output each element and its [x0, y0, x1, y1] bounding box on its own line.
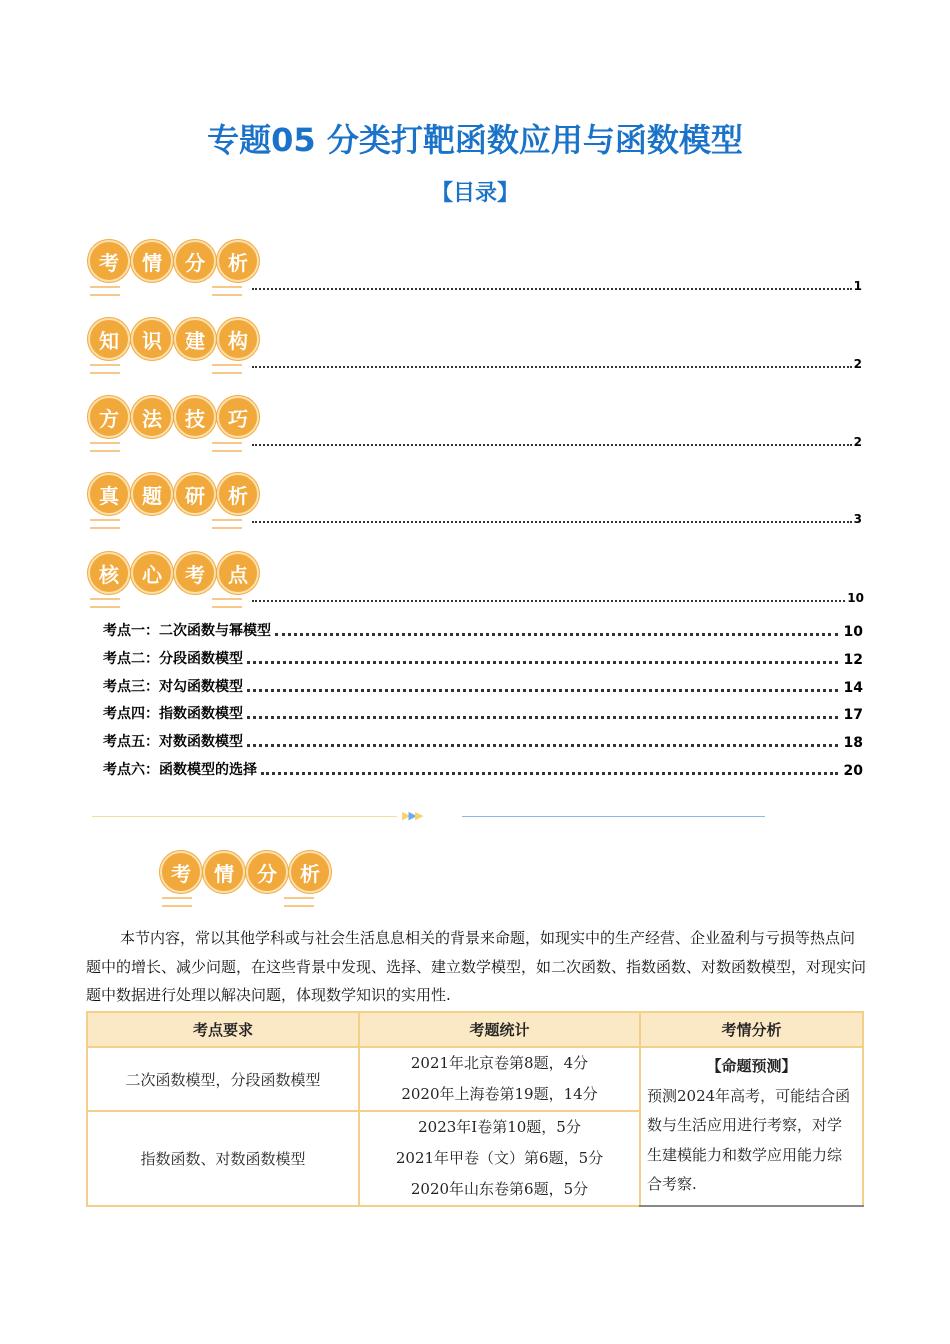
badge-char: 研	[174, 473, 216, 515]
subtoc-entry[interactable]	[103, 648, 863, 668]
subtoc-label: 考点四：指数函数模型	[103, 706, 243, 723]
subtoc-label: 考点三：对勾函数模型	[103, 678, 243, 695]
badge-char: 识	[131, 318, 173, 360]
subtoc-page: 10	[843, 624, 863, 640]
toc-page: 1	[853, 279, 862, 293]
leader-dots	[275, 633, 838, 636]
subtoc-entry[interactable]	[103, 759, 863, 779]
arrow-decoration-icon: ▶▶▶	[402, 809, 422, 822]
badge-underline	[212, 364, 242, 374]
badge-char: 法	[131, 396, 173, 438]
toc-page: 3	[853, 512, 862, 526]
toc-page: 2	[853, 435, 862, 449]
badge-char: 情	[203, 851, 245, 893]
badge-char: 情	[131, 240, 173, 282]
subtoc-label: 考点六：函数模型的选择	[103, 762, 257, 778]
subtoc-page: 17	[843, 707, 863, 724]
stats-cell: 2021年北京卷第8题，4分 2020年上海卷第19题，14分	[359, 1047, 640, 1111]
leader-dots	[252, 444, 852, 446]
badge-underline	[212, 598, 242, 608]
badge-char: 分	[174, 240, 216, 282]
subtoc-label: 考点一：二次函数与幂模型	[103, 623, 271, 639]
badge-char: 析	[217, 240, 259, 282]
leader-dots	[247, 716, 838, 719]
badge-char: 建	[174, 318, 216, 360]
header-req: 考点要求	[87, 1012, 359, 1047]
badge-char: 分	[246, 851, 288, 893]
toc-badge	[88, 552, 260, 594]
leader-dots	[252, 521, 852, 523]
subtoc-label: 考点二：分段函数模型	[103, 650, 243, 667]
section-badge-kaoqing	[160, 851, 332, 893]
divider-left	[92, 816, 397, 817]
badge-underline	[90, 519, 120, 529]
exam-analysis-table	[86, 1011, 864, 1207]
divider-right	[462, 816, 765, 817]
subtoc-entry[interactable]	[103, 731, 863, 751]
badge-char: 考	[160, 851, 202, 893]
req-cell: 二次函数模型，分段函数模型	[87, 1047, 359, 1111]
subtoc-entry[interactable]	[103, 703, 863, 723]
analysis-cell	[640, 1047, 863, 1206]
badge-char: 题	[131, 473, 173, 515]
toc-heading: 【目录】	[430, 181, 519, 206]
toc-badge	[88, 240, 260, 282]
badge-underline	[90, 286, 120, 296]
toc-entry[interactable]	[252, 357, 862, 371]
badge-char: 心	[131, 552, 173, 594]
subtoc-page: 14	[843, 679, 863, 696]
badge-underline	[90, 442, 120, 452]
leader-dots	[252, 366, 852, 368]
badge-char: 点	[217, 552, 259, 594]
leader-dots	[247, 744, 838, 747]
badge-char: 巧	[217, 396, 259, 438]
badge-char: 考	[88, 240, 130, 282]
badge-underline	[212, 286, 242, 296]
badge-underline	[90, 598, 120, 608]
subtoc-page: 20	[843, 763, 863, 779]
badge-underline	[212, 442, 242, 452]
header-analysis: 考情分析	[640, 1012, 863, 1047]
badge-char: 核	[88, 552, 130, 594]
badge-char: 析	[289, 851, 331, 893]
header-stats: 考题统计	[359, 1012, 640, 1047]
toc-badge	[88, 473, 260, 515]
subtoc-entry[interactable]	[103, 620, 863, 640]
badge-underline	[162, 897, 192, 907]
subtoc-page: 18	[843, 735, 863, 752]
toc-page: 2	[853, 357, 862, 371]
toc-entry[interactable]	[252, 435, 862, 449]
badge-underline	[212, 519, 242, 529]
analysis-title: 【命题预测】	[706, 1057, 797, 1075]
badge-char: 真	[88, 473, 130, 515]
badge-underline	[284, 897, 314, 907]
toc-badge	[88, 318, 260, 360]
subtoc-page: 12	[843, 651, 863, 668]
leader-dots	[252, 288, 852, 290]
req-cell: 指数函数、对数函数模型	[87, 1111, 359, 1206]
toc-badge	[88, 396, 260, 438]
leader-dots	[261, 772, 838, 775]
intro-paragraph: 本节内容，常以其他学科或与社会生活息息相关的背景来命题，如现实中的生产经营、企业盈利与亏损等热点问题中的增长、减少问题，在这些背景中发现、选择、建立数学模型，如二次函数、指数函数、对数函数模型，对现实问题中数据进行处理以解决问题，体现数学知识的实用性.	[86, 929, 867, 1004]
toc-entry[interactable]	[252, 279, 862, 293]
toc-entry[interactable]	[252, 512, 862, 526]
analysis-text: 预测2024年高考，可能结合函数与生活应用进行考察，对学生建模能力和数学应用能力综合考察.	[647, 1086, 851, 1193]
badge-underline	[90, 364, 120, 374]
subtoc-entry[interactable]	[103, 676, 863, 696]
toc-entry[interactable]	[252, 591, 864, 605]
page-title: 专题05 分类打靶函数应用与函数模型	[207, 121, 743, 159]
leader-dots	[252, 600, 845, 602]
toc-page: 10	[847, 591, 864, 605]
badge-char: 析	[217, 473, 259, 515]
leader-dots	[247, 689, 838, 692]
stats-cell: 2023年I卷第10题，5分 2021年甲卷（文）第6题，5分 2020年山东卷第6题，5分	[359, 1111, 640, 1206]
leader-dots	[247, 661, 838, 664]
badge-char: 构	[217, 318, 259, 360]
badge-char: 方	[88, 396, 130, 438]
subtoc-label: 考点五：对数函数模型	[103, 734, 243, 751]
badge-char: 技	[174, 396, 216, 438]
badge-char: 知	[88, 318, 130, 360]
badge-char: 考	[174, 552, 216, 594]
